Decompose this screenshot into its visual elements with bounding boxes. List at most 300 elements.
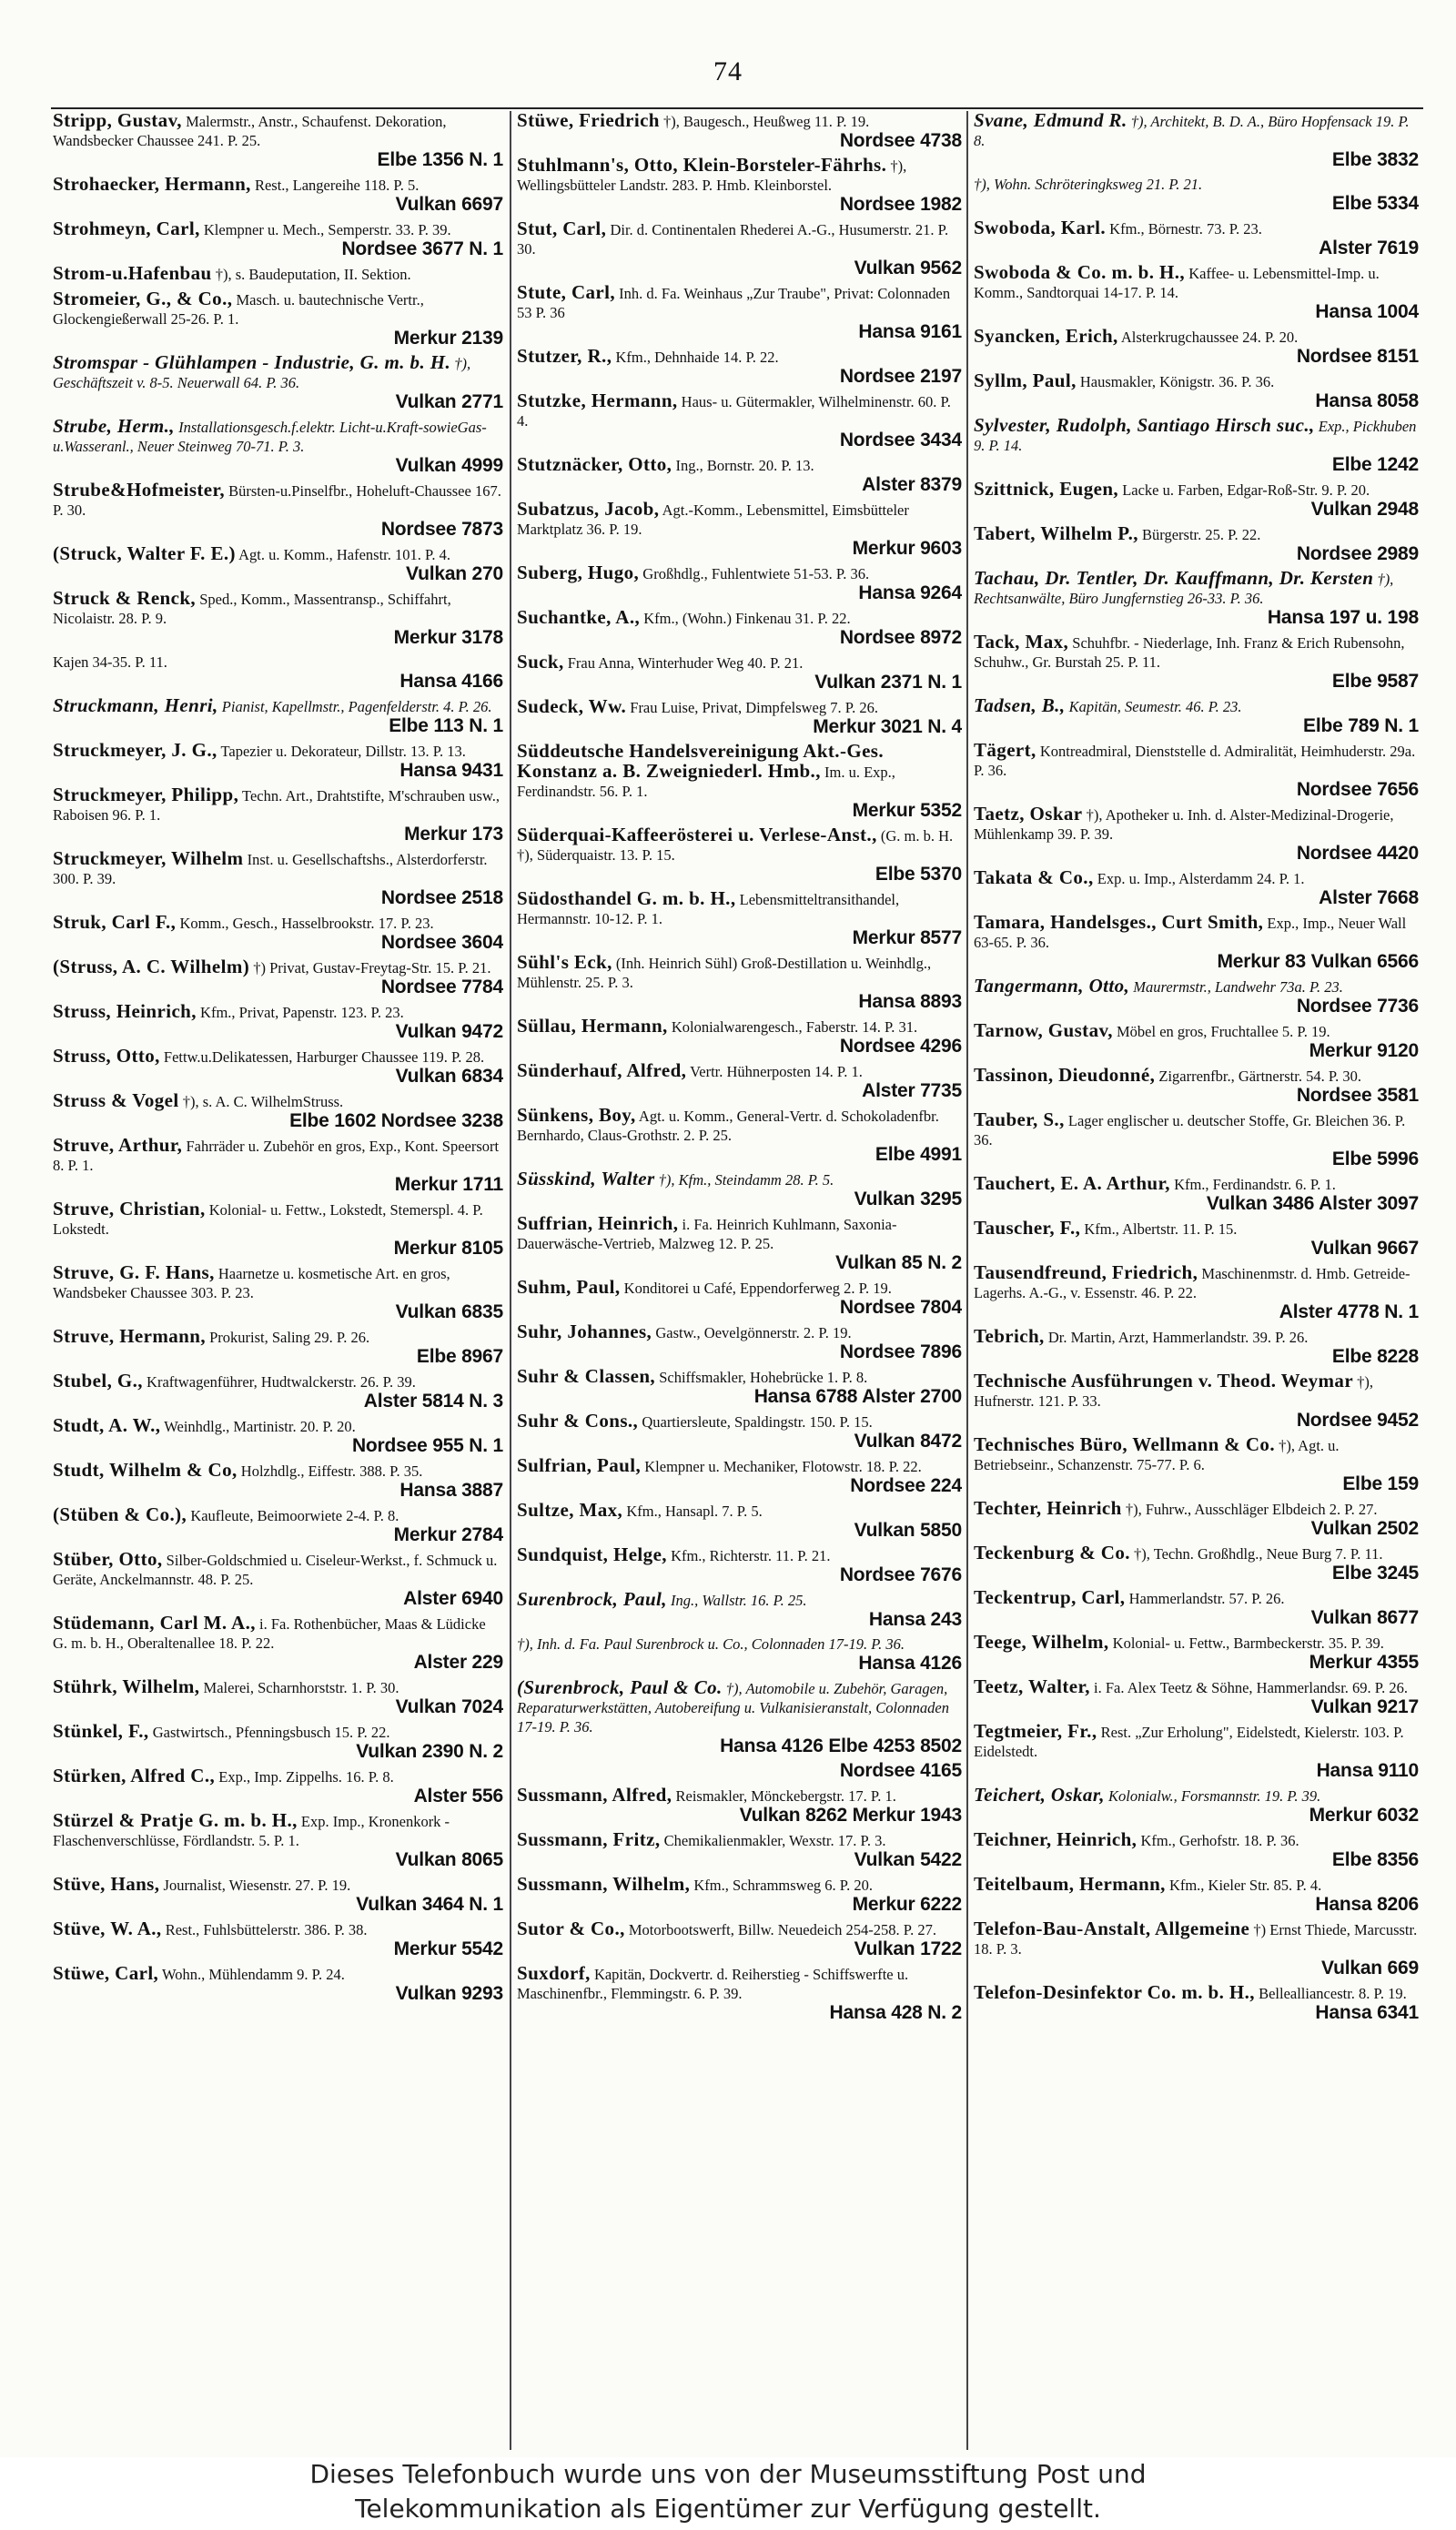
phone-number: Nordsee 7656 — [1296, 779, 1419, 800]
entry-details: i. Fa. Alex Teetz & Söhne, Hammerlandsr. 69. P. 26. — [1094, 1679, 1409, 1696]
entry-details: Kaufleute, Beimoorwiete 2-4. P. 8. — [190, 1507, 399, 1524]
entry-details: †), Agt. u. Betriebseinr., Schanzenstr. 75-77. P. 6. — [974, 1437, 1340, 1473]
directory-entry — [53, 1091, 503, 1130]
directory-entry — [517, 1456, 962, 1495]
directory-entry — [53, 1327, 503, 1366]
entry-details: Chemikalienmakler, Wexstr. 17. P. 3. — [663, 1832, 886, 1849]
entry-details: †), Architekt, B. D. A., Büro Hopfensack 19. P. 8. — [974, 113, 1410, 149]
directory-entry — [53, 1811, 503, 1869]
entry-name: (Stüben & Co.), — [53, 1503, 187, 1525]
entry-name: Stüber, Otto, — [53, 1548, 163, 1570]
entry-details: Inh. d. Fa. Weinhaus „Zur Traube", Privat: Colonnaden 53 P. 36 — [517, 285, 951, 321]
entry-details: Klempner u. Mechaniker, Flotowstr. 18. P. 22. — [644, 1458, 922, 1475]
phone-number: Nordsee 8151 — [1296, 346, 1419, 367]
entry-name: (Struck, Walter F. E.) — [53, 542, 236, 564]
phone-number: Merkur 1711 — [394, 1174, 503, 1195]
entry-name: Studt, Wilhelm & Co, — [53, 1459, 238, 1481]
entry-details: †), Inh. d. Fa. Paul Surenbrock u. Co., Colonnaden 17-19. P. 36. — [517, 1635, 905, 1653]
entry-details: Kontreadmiral, Dienststelle d. Admiralität, Heimhuderstr. 29a. P. 36. — [974, 743, 1416, 779]
directory-entry — [53, 741, 503, 780]
phone-number: Hansa 243 — [868, 1609, 962, 1630]
phone-number: Vulkan 6835 — [395, 1301, 503, 1322]
phone-number: Elbe 1242 — [1331, 454, 1419, 475]
entry-name: Struckmeyer, Philipp, — [53, 784, 239, 805]
directory-entry — [974, 263, 1419, 321]
directory-entry — [517, 697, 962, 736]
entry-name: Sussmann, Fritz, — [517, 1828, 661, 1850]
entry-details: Prokurist, Saling 29. P. 26. — [209, 1329, 370, 1346]
phone-number: Vulkan 2948 — [1310, 499, 1419, 520]
directory-entry — [517, 500, 962, 558]
phone-number: Hansa 197 u. 198 — [1267, 607, 1419, 628]
entry-details: (Inh. Heinrich Sühl) Groß-Destillation u. Weinhdlg., Mühlenstr. 25. P. 3. — [517, 955, 932, 991]
entry-name: Tamara, Handelsges., Curt Smith, — [974, 911, 1264, 933]
phone-number: Nordsee 7804 — [839, 1297, 962, 1318]
entry-details: Alsterkrugchaussee 24. P. 20. — [1120, 329, 1299, 346]
directory-entry — [517, 283, 962, 341]
entry-name: Sussmann, Alfred, — [517, 1784, 672, 1806]
directory-entry — [53, 1416, 503, 1455]
entry-name: Tabert, Wilhelm P., — [974, 522, 1138, 544]
entry-name: Suchantke, A., — [517, 606, 641, 628]
entry-details: Hausmakler, Königstr. 36. P. 36. — [1079, 373, 1275, 390]
entry-details: Weinhdlg., Martinistr. 20. P. 20. — [164, 1418, 356, 1435]
directory-entry — [974, 1174, 1419, 1213]
directory-entry — [517, 1875, 962, 1914]
entry-details: Lebensmitteltransithandel, Hermannstr. 10-12. P. 1. — [517, 891, 900, 927]
phone-number: Nordsee 955 N. 1 — [351, 1435, 503, 1456]
directory-entry — [53, 1766, 503, 1806]
entry-details: Vertr. Hühnerposten 14. P. 1. — [690, 1063, 863, 1080]
entry-name: Swoboda & Co. m. b. H., — [974, 261, 1186, 283]
directory-entry — [517, 1061, 962, 1100]
directory-entry — [974, 327, 1419, 366]
directory-entry — [53, 1919, 503, 1958]
entry-name: Stutzer, R., — [517, 345, 612, 367]
phone-number: Vulkan 5850 — [854, 1520, 962, 1541]
entry-name: Stürken, Alfred C., — [53, 1765, 216, 1786]
phone-number: Nordsee 3677 N. 1 — [341, 238, 503, 259]
entry-name: Techter, Heinrich — [974, 1497, 1122, 1519]
phone-number: Elbe 9587 — [1331, 671, 1419, 692]
directory-entry — [517, 742, 962, 820]
phone-number: Vulkan 9667 — [1310, 1238, 1419, 1259]
phone-number: Alster 8379 — [862, 474, 962, 495]
phone-number: Nordsee 7784 — [380, 977, 503, 997]
entry-details: Kfm., (Wohn.) Finkenau 31. P. 22. — [643, 610, 851, 627]
entry-name: Stüdemann, Carl M. A., — [53, 1612, 256, 1634]
directory-entry — [53, 1875, 503, 1914]
directory-entry — [53, 1722, 503, 1761]
entry-details: Exp. u. Imp., Alsterdamm 24. P. 1. — [1097, 870, 1305, 887]
phone-number: Vulkan 9293 — [395, 1983, 503, 2004]
entry-name: Struve, Christian, — [53, 1198, 206, 1219]
phone-number: Merkur 2784 — [393, 1524, 503, 1545]
entry-details: Konditorei u Café, Eppendorferweg 2. P. 19. — [623, 1280, 892, 1297]
entry-name: Teitelbaum, Hermann, — [974, 1873, 1166, 1895]
directory-entry — [53, 957, 503, 997]
directory-entry — [974, 480, 1419, 519]
directory-entry — [53, 1263, 503, 1321]
phone-number: Nordsee 7676 — [839, 1564, 962, 1585]
entry-name: Struss & Vogel — [53, 1089, 179, 1111]
entry-name: Südosthandel G. m. b. H., — [517, 887, 736, 909]
entry-name: Strube&Hofmeister, — [53, 479, 225, 501]
directory-entry — [974, 1371, 1419, 1430]
phone-number: Vulkan 4999 — [395, 455, 503, 476]
directory-entry — [974, 696, 1419, 735]
footer-notice — [0, 2457, 1456, 2530]
phone-number: Hansa 8206 — [1315, 1894, 1419, 1915]
directory-entry — [517, 1786, 962, 1825]
footer-line-1: Dieses Telefonbuch wurde uns von der Museumsstiftung Post und — [309, 2459, 1147, 2489]
phone-number: Vulkan 2771 — [395, 391, 503, 412]
directory-entry — [517, 1590, 962, 1629]
directory-entry — [974, 1021, 1419, 1060]
entry-details: Fahrräder u. Zubehör en gros, Exp., Kont. Speersort 8. P. 1. — [53, 1138, 500, 1174]
entry-name: Syancken, Erich, — [974, 325, 1118, 347]
phone-number: Elbe 1602 Nordsee 3238 — [289, 1110, 503, 1131]
phone-number: Merkur 8577 — [852, 927, 962, 948]
entry-name: Tack, Max, — [974, 631, 1069, 653]
entry-details: Silber-Goldschmied u. Ciseleur-Werkst., f. Schmuck u. Geräte, Anckelmannstr. 48. P. 25. — [53, 1552, 498, 1588]
entry-name: Suhr & Cons., — [517, 1410, 639, 1432]
directory-entry — [53, 219, 503, 258]
entry-name: Tauber, S., — [974, 1108, 1065, 1130]
phone-number: Nordsee 3604 — [380, 932, 503, 953]
entry-name: Tachau, Dr. Tentler, Dr. Kauffmann, Dr. Kersten — [974, 567, 1374, 589]
entry-details: Kfm., Albertstr. 11. P. 15. — [1084, 1220, 1238, 1238]
directory-entry — [517, 219, 962, 278]
directory-entry — [517, 1964, 962, 2022]
directory-entry — [53, 1505, 503, 1544]
directory-entry — [517, 347, 962, 386]
entry-name: Stürzel & Pratje G. m. b. H., — [53, 1809, 298, 1831]
entry-name: Strohaecker, Hermann, — [53, 173, 251, 195]
entry-name: Sultze, Max, — [517, 1499, 623, 1521]
entry-name: Telefon-Bau-Anstalt, Allgemeine — [974, 1918, 1250, 1939]
directory-entry — [974, 1983, 1419, 2022]
entry-details: Kfm., Ferdinandstr. 6. P. 1. — [1174, 1176, 1336, 1193]
entry-name: Süddeutsche Handelsvereinigung Akt.-Ges. Konstanz a. B. Zweigniederl. Hmb., — [517, 740, 885, 782]
phone-number: Nordsee 4420 — [1296, 843, 1419, 864]
directory-entry — [974, 1633, 1419, 1672]
directory-entry — [53, 264, 503, 284]
directory-entry — [53, 111, 503, 169]
entry-details: Agt.-Komm., Lebensmittel, Eimsbütteler Marktplatz 36. P. 19. — [517, 501, 909, 538]
entry-name: Struve, Arthur, — [53, 1134, 183, 1156]
directory-entry — [53, 1677, 503, 1716]
phone-number: Vulkan 3486 Alster 3097 — [1206, 1193, 1419, 1214]
phone-number: Nordsee 8972 — [839, 627, 962, 648]
directory-entry — [53, 913, 503, 952]
entry-details: Pianist, Kapellmstr., Pagenfelderstr. 4. P. 26. — [221, 698, 492, 715]
directory-entry — [53, 849, 503, 907]
directory-entry — [974, 218, 1419, 258]
entry-name: Suffrian, Heinrich, — [517, 1212, 679, 1234]
entry-name: Sudeck, Ww. — [517, 695, 627, 717]
directory-entry — [53, 353, 503, 411]
entry-name: Tauchert, E. A. Arthur, — [974, 1172, 1170, 1194]
phone-number: Vulkan 2390 N. 2 — [356, 1741, 503, 1762]
phone-number: Vulkan 669 — [1321, 1958, 1419, 1978]
entry-details: †) Privat, Gustav-Freytag-Str. 15. P. 21. — [253, 959, 491, 977]
entry-details: Quartiersleute, Spaldingstr. 150. P. 15. — [642, 1413, 873, 1431]
entry-name: Süderquai-Kaffeerösterei u. Verlese-Anst., — [517, 824, 877, 845]
directory-entry — [517, 1278, 962, 1317]
phone-number: Vulkan 1722 — [854, 1938, 962, 1959]
directory-entry — [974, 977, 1419, 1016]
entry-details: Kfm., Hansapl. 7. P. 5. — [626, 1503, 763, 1520]
directory-entry — [53, 785, 503, 844]
directory-entry — [517, 1169, 962, 1209]
entry-details: †), Automobile u. Zubehör, Garagen, Reparaturwerkstätten, Autobereifung u. Vulkanisieranstalt, Colonnaden 17-19. P. 36. — [517, 1680, 949, 1736]
phone-number: Nordsee 3581 — [1296, 1085, 1419, 1106]
entry-name: Tauscher, F., — [974, 1217, 1081, 1239]
directory-entry — [53, 1964, 503, 2003]
directory-entry — [517, 608, 962, 647]
phone-number: Vulkan 7024 — [395, 1696, 503, 1717]
directory-entry — [974, 632, 1419, 691]
directory-entry — [974, 1110, 1419, 1169]
directory-entry — [53, 1371, 503, 1411]
phone-number: Vulkan 270 — [406, 563, 503, 584]
directory-entry — [53, 653, 503, 691]
entry-details: †), s. A. C. WilhelmStruss. — [182, 1093, 344, 1110]
entry-name: Teege, Wilhelm, — [974, 1631, 1109, 1653]
entry-name: Takata & Co., — [974, 866, 1094, 888]
entry-name: Teetz, Walter, — [974, 1675, 1090, 1697]
directory-entry — [53, 1002, 503, 1041]
entry-details: Agt. u. Komm., Hafenstr. 101. P. 4. — [238, 546, 450, 563]
phone-number: Hansa 9264 — [858, 582, 962, 603]
entry-name: Stüwe, Carl, — [53, 1962, 159, 1984]
phone-number: Hansa 4126 Elbe 4253 8502 — [720, 1736, 962, 1756]
entry-name: Stute, Carl, — [517, 281, 616, 303]
directory-entry — [517, 1017, 962, 1056]
phone-number: Elbe 8967 — [416, 1346, 503, 1367]
phone-number: Hansa 9431 — [399, 760, 503, 781]
entry-name: Tägert, — [974, 739, 1036, 761]
entry-name: Syllm, Paul, — [974, 369, 1077, 391]
entry-details: Kolonialw., Forsmannstr. 19. P. 39. — [1108, 1787, 1321, 1805]
directory-entry — [974, 1066, 1419, 1105]
entry-details: Malermstr., Anstr., Schaufenst. Dekoration, Wandsbecker Chaussee 241. P. 25. — [53, 113, 447, 149]
directory-entry — [974, 416, 1419, 474]
entry-details: Im. u. Exp., Ferdinandstr. 56. P. 1. — [517, 764, 895, 800]
phone-number: Alster 7619 — [1319, 238, 1419, 258]
phone-number: Vulkan 8472 — [854, 1431, 962, 1452]
entry-details: Wohn., Mühlendamm 9. P. 24. — [162, 1966, 345, 1983]
entry-name: Struk, Carl F., — [53, 911, 177, 933]
entry-name: Sutor & Co., — [517, 1918, 625, 1939]
phone-number: Elbe 113 N. 1 — [389, 715, 503, 736]
directory-entry — [53, 417, 503, 475]
directory-entry — [974, 1875, 1419, 1914]
entry-details: Tapezier u. Dekorateur, Dillstr. 13. P. 13. — [220, 743, 466, 760]
directory-entry — [517, 1501, 962, 1540]
directory-entry — [974, 868, 1419, 907]
phone-number: Alster 7735 — [862, 1080, 962, 1101]
entry-name: Suck, — [517, 651, 564, 673]
entry-name: Stubel, G., — [53, 1370, 143, 1392]
directory-entry — [53, 1047, 503, 1086]
directory-entry — [974, 1786, 1419, 1825]
phone-number: Elbe 1356 N. 1 — [377, 149, 503, 170]
entry-name: Svane, Edmund R. — [974, 111, 1127, 131]
entry-name: Struckmann, Henri, — [53, 694, 218, 716]
column-2 — [510, 111, 962, 2450]
footer-line-2: Telekommunikation als Eigentümer zur Verfügung gestellt. — [355, 2494, 1101, 2524]
entry-details: Reismakler, Mönckebergstr. 17. P. 1. — [675, 1787, 896, 1805]
entry-name: Strohmeyn, Carl, — [53, 218, 200, 239]
phone-number: Nordsee 1982 — [839, 194, 962, 215]
phone-number: Nordsee 4296 — [839, 1036, 962, 1057]
phone-number: Nordsee 2989 — [1296, 543, 1419, 564]
entry-name: Struckmeyer, J. G., — [53, 739, 217, 761]
entry-details: Rest., Fuhlsbüttelerstr. 386. P. 38. — [165, 1921, 368, 1938]
entry-name: Sundquist, Helge, — [517, 1543, 667, 1565]
phone-number: Vulkan 2502 — [1310, 1518, 1419, 1539]
phone-number: Vulkan 8677 — [1310, 1607, 1419, 1628]
entry-details: †), Fuhrw., Ausschläger Elbdeich 2. P. 27. — [1125, 1501, 1378, 1518]
entry-details: †), s. Baudeputation, II. Sektion. — [215, 266, 411, 283]
entry-name: Struss, Otto, — [53, 1045, 160, 1067]
entry-details: Exp., Pickhuben 9. P. 14. — [974, 418, 1417, 454]
directory-entry — [974, 913, 1419, 971]
entry-details: Bürsten-u.Pinselfbr., Hoheluft-Chaussee 167. P. 30. — [53, 482, 501, 519]
entry-name: Sühl's Eck, — [517, 951, 612, 973]
directory-entry — [517, 563, 962, 602]
entry-name: Struve, G. F. Hans, — [53, 1261, 215, 1283]
entry-name: Stut, Carl, — [517, 218, 607, 239]
entry-name: Teckentrup, Carl, — [974, 1586, 1126, 1608]
column-1 — [53, 111, 503, 2450]
phone-number: Hansa 9110 — [1316, 1760, 1419, 1781]
entry-name: Suhr & Classen, — [517, 1365, 656, 1387]
phone-number: Nordsee 4165 — [839, 1760, 962, 1781]
entry-name: Tausendfreund, Friedrich, — [974, 1261, 1198, 1283]
entry-name: Stünkel, F., — [53, 1720, 149, 1742]
entry-details: Lacke u. Farben, Edgar-Roß-Str. 9. P. 20. — [1122, 481, 1370, 499]
directory-entry — [517, 825, 962, 884]
phone-number: Merkur 83 Vulkan 6566 — [1217, 951, 1419, 972]
phone-number: Nordsee 9452 — [1296, 1410, 1419, 1431]
entry-details: Sped., Komm., Massentransp., Schiffahrt, Nicolaistr. 28. P. 9. — [53, 591, 451, 627]
entry-details: Rest. „Zur Erholung", Eidelstedt, Kielerstr. 103. P. Eidelstedt. — [974, 1724, 1404, 1760]
directory-entry — [517, 653, 962, 692]
phone-number: Merkur 8105 — [393, 1238, 503, 1259]
phone-number: Nordsee 7896 — [839, 1341, 962, 1362]
entry-name: Struck & Renck, — [53, 587, 197, 609]
phone-number: Merkur 5542 — [393, 1938, 503, 1959]
entry-name: Strube, Herm., — [53, 415, 175, 437]
entry-name: Tebrich, — [974, 1325, 1045, 1347]
entry-details: Haarnetze u. kosmetische Art. en gros, Wandsbeker Chaussee 303. P. 23. — [53, 1265, 450, 1301]
entry-name: Tarnow, Gustav, — [974, 1019, 1113, 1041]
phone-number: Elbe 4991 — [875, 1144, 962, 1165]
entry-details: Rest., Langereihe 118. P. 5. — [254, 177, 420, 194]
phone-number: Vulkan 9562 — [854, 258, 962, 278]
entry-details: Bürgerstr. 25. P. 22. — [1142, 526, 1261, 543]
entry-details: Bellealliancestr. 8. P. 19. — [1259, 1985, 1407, 2002]
entry-details: Zigarrenfbr., Gärtnerstr. 54. P. 30. — [1158, 1068, 1362, 1085]
entry-details: Dir. d. Continentalen Rhederei A.-G., Husumerstr. 21. P. 30. — [517, 221, 949, 258]
entry-name: Stuhlmann's, Otto, Klein-Borsteler-Fährhs. — [517, 154, 887, 176]
directory-entry — [53, 1136, 503, 1194]
entry-details: Hammerlandstr. 57. P. 26. — [1128, 1590, 1285, 1607]
phone-number: Hansa 4166 — [399, 671, 503, 692]
phone-number: Hansa 8058 — [1315, 390, 1419, 411]
entry-name: Teckenburg & Co. — [974, 1542, 1130, 1564]
directory-entry — [517, 1322, 962, 1361]
entry-details: Kapitän, Seumestr. 46. P. 23. — [1068, 698, 1242, 715]
phone-number: Elbe 3245 — [1331, 1563, 1419, 1584]
entry-details: i. Fa. Heinrich Kuhlmann, Saxonia-Dauerwäsche-Vertrieb, Malzweg 12. P. 25. — [517, 1216, 897, 1252]
directory-entry — [974, 741, 1419, 799]
entry-name: Strom-u.Hafenbau — [53, 262, 212, 284]
phone-number: Vulkan 6834 — [395, 1066, 503, 1087]
phone-number: Elbe 159 — [1342, 1473, 1419, 1494]
entry-details: †), Baugesch., Heußweg 11. P. 19. — [663, 113, 870, 130]
phone-number: Vulkan 5422 — [854, 1849, 962, 1870]
phone-number: Elbe 3832 — [1331, 149, 1419, 170]
phone-number: Vulkan 2371 N. 1 — [814, 672, 962, 693]
phone-number: Elbe 5996 — [1331, 1149, 1419, 1169]
entry-details: Kfm., Schrammsweg 6. P. 20. — [693, 1877, 873, 1894]
entry-details: †), Kfm., Steindamm 28. P. 5. — [658, 1171, 834, 1189]
entry-name: Taetz, Oskar — [974, 803, 1083, 825]
directory-entry — [974, 175, 1419, 213]
directory-entry — [53, 696, 503, 735]
phone-number: Merkur 4355 — [1309, 1652, 1419, 1673]
directory-entry — [974, 805, 1419, 863]
directory-entry — [517, 1919, 962, 1958]
entry-name: Subatzus, Jacob, — [517, 498, 660, 520]
directory-entry — [517, 1830, 962, 1869]
entry-details: †), Apotheker u. Inh. d. Alster-Medizinal-Drogerie, Mühlenkamp 39. P. 39. — [974, 806, 1394, 843]
entry-name: Süllau, Hermann, — [517, 1015, 668, 1037]
phone-number: Merkur 3021 N. 4 — [813, 716, 962, 737]
directory-entry — [517, 1214, 962, 1272]
column-3 — [966, 111, 1419, 2450]
entry-details: †), Rechtsanwälte, Büro Jungfernstieg 26-33. P. 36. — [974, 571, 1394, 607]
directory-entry — [53, 175, 503, 214]
entry-name: Struss, Heinrich, — [53, 1000, 197, 1022]
phone-number: Merkur 6222 — [852, 1894, 962, 1915]
entry-details: Schiffsmakler, Hohebrücke 1. P. 8. — [659, 1369, 868, 1386]
entry-details: Gastwirtsch., Pfenningsbusch 15. P. 22. — [152, 1724, 390, 1741]
entry-details: †), Geschäftszeit v. 8-5. Neuerwall 64. P. 36. — [53, 355, 471, 391]
entry-name: Sulfrian, Paul, — [517, 1454, 642, 1476]
phone-number: Hansa 9161 — [858, 321, 962, 342]
entry-details: Kfm., Dehnhaide 14. P. 22. — [615, 349, 779, 366]
entry-details: †), Wohn. Schröteringksweg 21. P. 21. — [974, 176, 1203, 193]
entry-name: Suhm, Paul, — [517, 1276, 621, 1298]
phone-number: Nordsee 2518 — [380, 887, 503, 908]
phone-number: Merkur 3178 — [393, 627, 503, 648]
entry-details: Möbel en gros, Fruchtallee 5. P. 19. — [1116, 1023, 1330, 1040]
entry-details: Kfm., Richterstr. 11. P. 21. — [671, 1547, 831, 1564]
entry-name: Technisches Büro, Wellmann & Co. — [974, 1433, 1275, 1455]
entry-details: Kraftwagenführer, Hudtwalckerstr. 26. P. 39. — [147, 1373, 416, 1391]
directory-entry — [517, 1412, 962, 1451]
entry-details: Kapitän, Dockvertr. d. Reiherstieg - Schiffswerfte u. Maschinenfbr., Flemmingstr. 6. P. 39. — [517, 1966, 909, 2002]
directory-entry — [974, 1435, 1419, 1493]
entry-details: Ing., Bornstr. 20. P. 13. — [675, 457, 814, 474]
phone-number: Alster 556 — [413, 1786, 503, 1806]
directory-entry — [974, 1499, 1419, 1538]
